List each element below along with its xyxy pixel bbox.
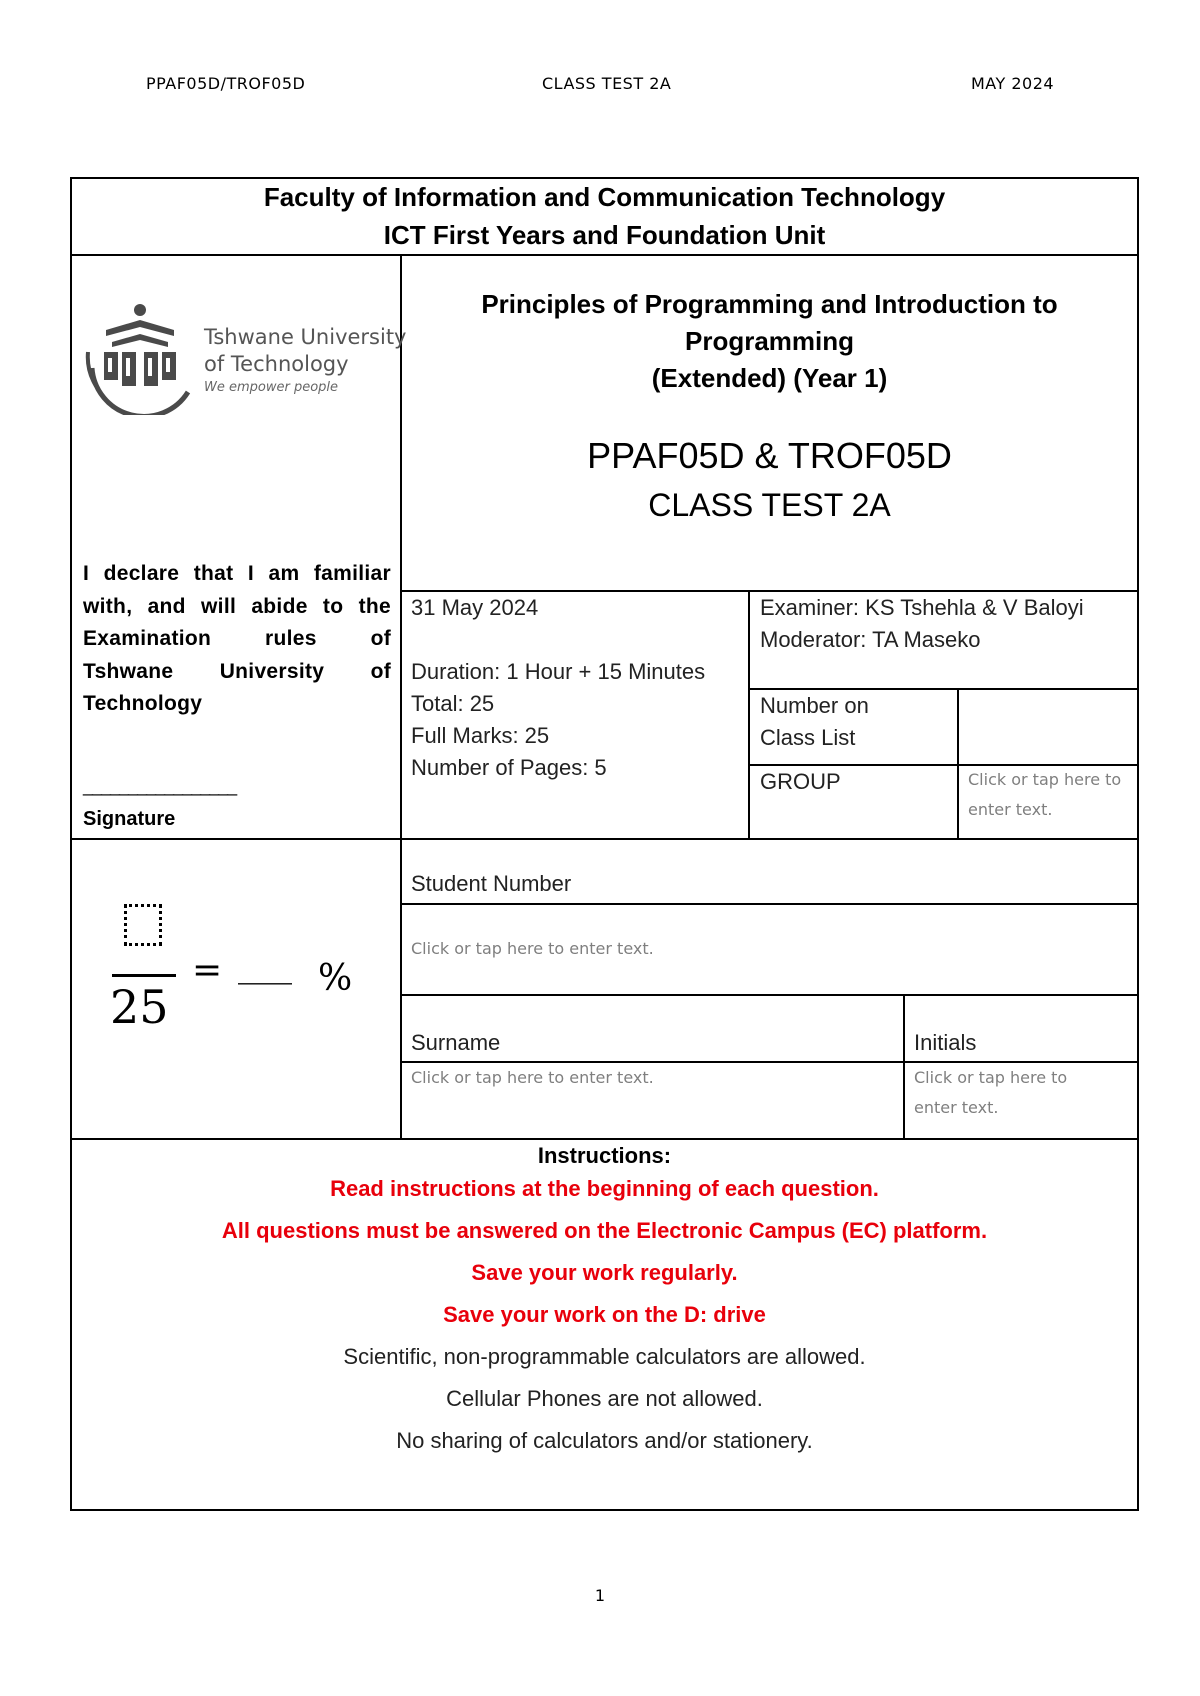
instruction-phones: Cellular Phones are not allowed. [446,1386,763,1411]
initials-label: Initials [914,1030,977,1055]
surname-label: Surname [411,1030,501,1055]
score-numerator-box[interactable] [124,904,162,946]
test-pages: Number of Pages: 5 [411,755,607,780]
initials-field[interactable]: Click or tap here to enter text. [914,1068,1068,1117]
score-denominator: 25 [110,980,169,1034]
test-duration: Duration: 1 Hour + 15 Minutes [411,659,706,684]
instruction-no-sharing: No sharing of calculators and/or stationery. [396,1428,813,1453]
test-full-marks: Full Marks: 25 [411,723,550,748]
declaration-text: I declare that I am familiar with, and will abide to the Examination rules of Tshwane University of Technology [83,562,391,715]
class-list-label-line1: Number on [760,693,869,718]
signature-label: Signature [83,808,176,830]
score-percent-blank[interactable]: ___ [238,944,292,985]
test-details [411,592,705,784]
score-box [72,840,400,1138]
header-course-code: PPAF05D/TROF05D [146,74,306,93]
page-number: 1 [594,1586,606,1605]
instructions-title: Instructions: [537,1143,672,1168]
group-label: GROUP [760,769,841,794]
examiner: Examiner: KS Tshehla & V Baloyi [760,595,1084,620]
university-logo [84,300,407,415]
score-equals: = [192,950,223,991]
class-list-number-field[interactable] [960,690,1136,764]
course-title-line3: (Extended) (Year 1) [651,363,888,393]
instructions [72,1140,1137,1462]
instruction-calculators: Scientific, non-programmable calculators are allowed. [343,1344,866,1369]
moderator: Moderator: TA Maseko [760,627,981,652]
course-title [402,286,1137,397]
header-date: MAY 2024 [971,74,1055,93]
faculty-heading [72,178,1137,254]
logo-tagline: We empower people [204,380,339,395]
course-title-line2: Programming [684,326,855,356]
test-total: Total: 25 [411,691,495,716]
course-codes: PPAF05D & TROF05D [587,435,952,476]
surname-field[interactable]: Click or tap here to enter text. [411,1068,654,1087]
class-list-label-line2: Class List [760,725,856,750]
instruction-ec-platform: All questions must be answered on the Electronic Campus (EC) platform. [221,1218,988,1243]
group-field[interactable]: Click or tap here to enter text. [968,770,1122,819]
test-title: CLASS TEST 2A [648,487,891,523]
test-date: 31 May 2024 [411,595,539,620]
class-list-label [760,690,869,754]
signature-line: _________________ [83,776,237,796]
university-emblem-icon [84,300,204,415]
score-percent-sign: % [318,958,353,999]
course-title-line1: Principles of Programming and Introduction to [481,289,1058,319]
faculty-name: Faculty of Information and Communication Technology [263,182,946,212]
logo-name-line1: Tshwane University [204,325,407,349]
header-test-name: CLASS TEST 2A [542,74,672,93]
student-number-label: Student Number [411,871,572,896]
instruction-read: Read instructions at the beginning of each question. [330,1176,879,1201]
instruction-save-d-drive: Save your work on the D: drive [443,1302,766,1327]
student-number-field[interactable]: Click or tap here to enter text. [411,939,654,958]
logo-name-line2: of Technology [204,352,349,376]
unit-name: ICT First Years and Foundation Unit [383,220,826,250]
staff-info [760,592,1084,656]
instruction-save-regularly: Save your work regularly. [471,1260,738,1285]
